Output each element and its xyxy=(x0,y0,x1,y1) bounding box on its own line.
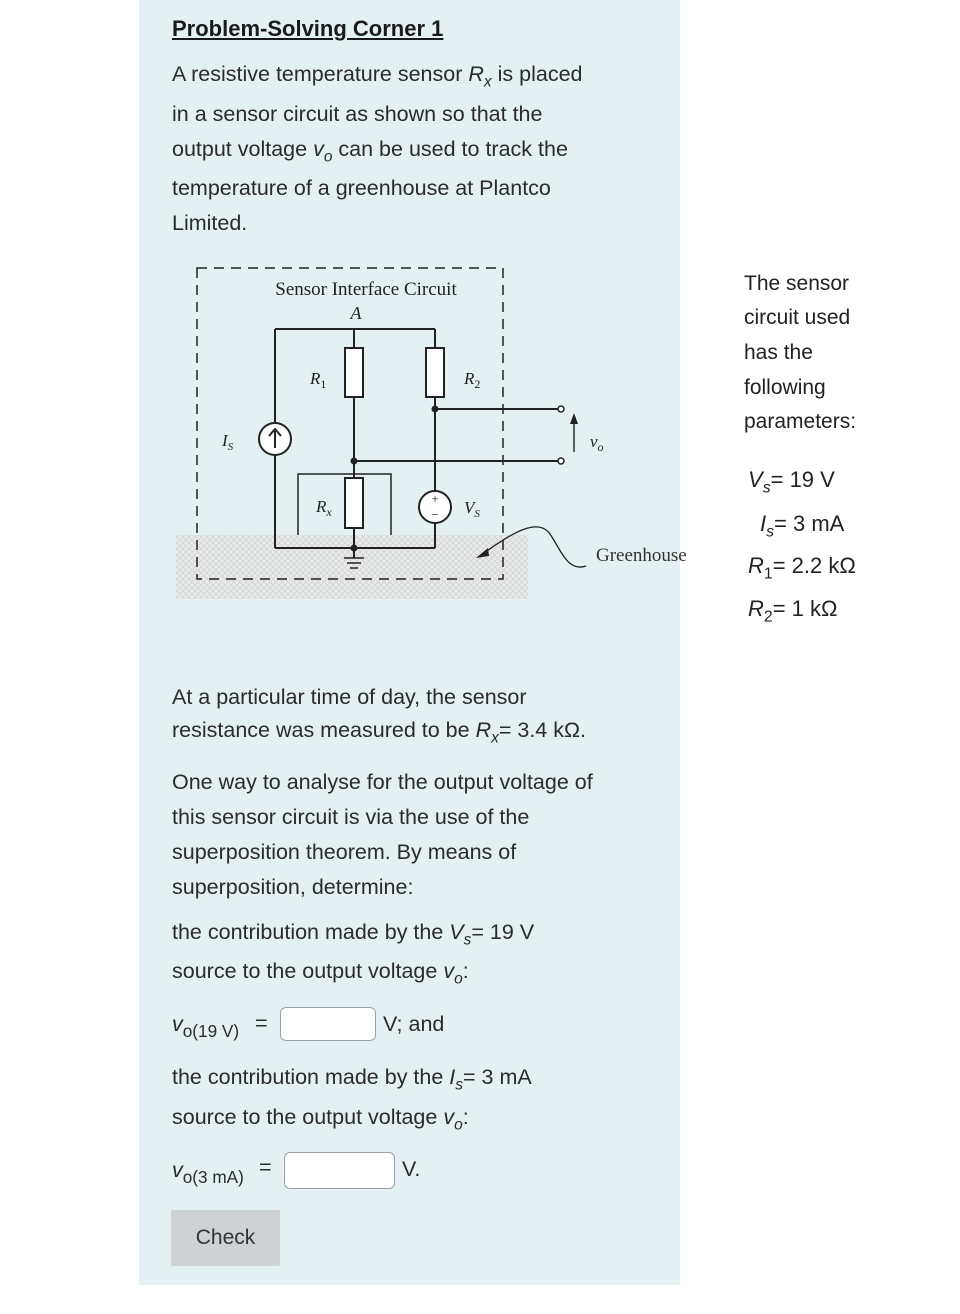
r2-resistor xyxy=(426,348,444,397)
intro-line-1: A resistive temperature sensor $R_x$ is placed xyxy=(172,62,583,91)
r1-resistor xyxy=(345,348,363,397)
greenhouse-label: Greenhouse xyxy=(596,545,687,566)
intro-line-3: output voltage $v_o$ can be used to track the xyxy=(172,137,568,166)
rx-resistor xyxy=(345,478,363,528)
sidebar-line-4: following xyxy=(744,376,826,399)
output-terminal-top xyxy=(558,406,564,412)
answer-1-input[interactable] xyxy=(280,1007,376,1041)
vs-label: $V_S$ xyxy=(464,498,480,520)
p1-line-2: resistance was measured to be $R_x= 3.4$ kΩ. xyxy=(172,718,587,747)
p2-line-1: One way to analyse for the output voltage of xyxy=(172,770,593,794)
q1-line-2: source to the output voltage $v_o$: xyxy=(172,959,469,988)
check-button[interactable]: Check xyxy=(171,1210,280,1266)
ground-area xyxy=(176,535,528,599)
box-label: Sensor Interface Circuit xyxy=(275,279,457,300)
q2-line-1: the contribution made by the $I_s= 3$ mA xyxy=(172,1065,532,1094)
answer-2-unit: V. xyxy=(402,1157,421,1181)
output-terminal-bottom xyxy=(558,458,564,464)
p2-line-2: this sensor circuit is via the use of the xyxy=(172,805,530,829)
answer-1-equals: = xyxy=(255,1011,268,1035)
p2-line-4: superposition, determine: xyxy=(172,875,414,899)
answer-1-unit: V; and xyxy=(383,1012,445,1036)
answer-2-equals: = xyxy=(259,1155,272,1179)
q1-line-1: the contribution made by the $V_s= 19$ V xyxy=(172,920,535,949)
svg-text:−: − xyxy=(431,507,439,522)
sidebar-line-2: circuit used xyxy=(744,306,851,329)
sidebar-line-5: parameters: xyxy=(744,410,857,433)
intro-line-4: temperature of a greenhouse at Plantco xyxy=(172,176,551,200)
node-a-label: A xyxy=(350,303,362,323)
param-r1: $R_1= 2.2$ kΩ xyxy=(748,553,856,583)
intro-line-2: in a sensor circuit as shown so that the xyxy=(172,102,543,126)
param-vs: $V_s= 19$ V xyxy=(748,467,835,497)
r2-label: $R_2$ xyxy=(464,369,481,391)
answer-2-label: $v_{o(3 mA)}$ xyxy=(172,1158,244,1188)
param-is: $I_s= 3$ mA xyxy=(760,511,845,541)
intro-line-5: Limited. xyxy=(172,211,248,235)
q2-line-2: source to the output voltage $v_o$: xyxy=(172,1105,469,1134)
problem-title: Problem-Solving Corner 1 xyxy=(172,16,444,41)
svg-text:+: + xyxy=(431,491,439,506)
rx-label: $R_x$ xyxy=(316,497,332,519)
sidebar-line-3: has the xyxy=(744,341,813,364)
vo-label: $v_o$ xyxy=(590,432,604,454)
sidebar-line-1: The sensor xyxy=(744,272,850,295)
param-r2: $R_2= 1$ kΩ xyxy=(748,596,838,626)
is-label: $I_S$ xyxy=(222,431,234,453)
answer-1-label: $v_{o(19 V)}$ xyxy=(172,1012,240,1042)
p2-line-3: superposition theorem. By means of xyxy=(172,840,517,864)
p1-line-1: At a particular time of day, the sensor xyxy=(172,685,527,709)
answer-2-input[interactable] xyxy=(284,1152,395,1189)
r1-label: $R_1$ xyxy=(310,369,327,391)
